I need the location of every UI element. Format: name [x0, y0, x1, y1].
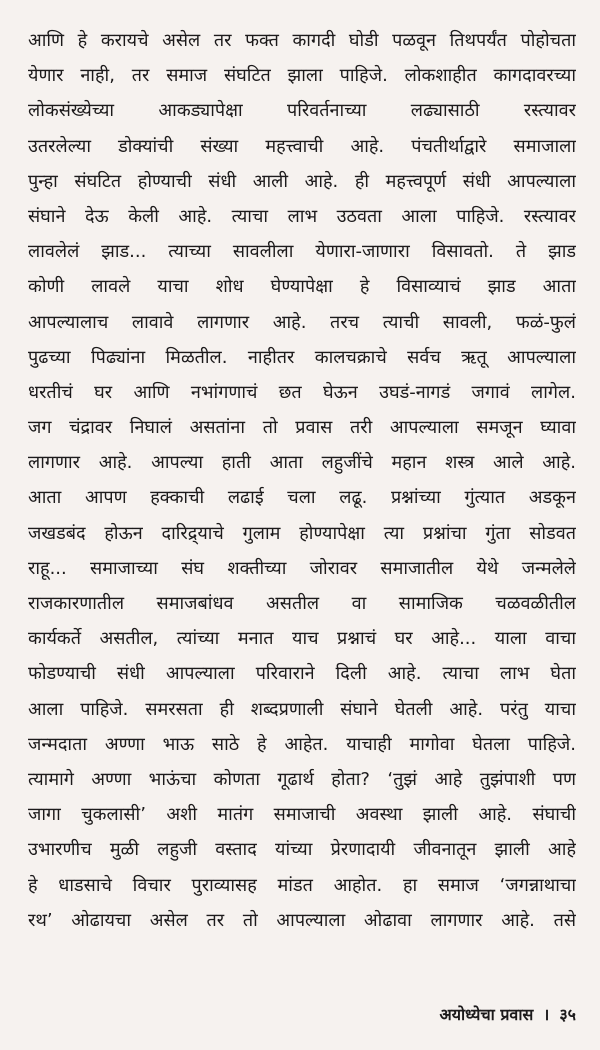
- text-line: धरतीचं घर आणि नभांगणाचं छत घेऊन उघडं-नागडं जगावं लागेल.: [28, 381, 576, 403]
- text-line: कार्यकर्ते असतील, त्यांच्या मनात याच प्रश्नाचं घर आहे... याला वाचा: [28, 628, 576, 650]
- text-line: जागा चुकलासी’ अशी मातंग समाजाची अवस्था झाली आहे. संघाची: [28, 804, 576, 826]
- running-title: अयोध्येचा प्रवास: [439, 1005, 534, 1024]
- text-line: उभारणीच मुळी लहुजी वस्ताद यांच्या प्रेरणादायी जीवनातून झाली आहे: [28, 839, 576, 861]
- text-line: लोकसंख्येच्या आकड्यापेक्षा परिवर्तनाच्या लढ्यासाठी रस्त्यावर: [28, 100, 576, 122]
- text-line: फोडण्याची संधी आपल्याला परिवाराने दिली आहे. त्याचा लाभ घेता: [28, 663, 576, 685]
- text-line: लागणार आहे. आपल्या हाती आता लहुजींचे महान शस्त्र आले आहे.: [28, 452, 576, 474]
- text-line: कोणी लावले याचा शोध घेण्यापेक्षा हे विसाव्याचं झाड आता: [28, 276, 576, 298]
- text-line: रथ’ ओढायचा असेल तर तो आपल्याला ओढावा लागणार आहे. तसे: [28, 909, 576, 931]
- text-line: आता आपण हक्काची लढाई चला लढू. प्रश्नांच्या गुंत्यात अडकून: [28, 487, 576, 509]
- text-line: आला पाहिजे. समरसता ही शब्दप्रणाली संघाने घेतली आहे. परंतु याचा: [28, 698, 576, 720]
- text-line: येणार नाही, तर समाज संघटित झाला पाहिजे. लोकशाहीत कागदावरच्या: [28, 65, 576, 87]
- text-line: संघाने देऊ केली आहे. त्याचा लाभ उठवता आला पाहिजे. रस्त्यावर: [28, 205, 576, 227]
- page-footer: [300, 1003, 576, 1025]
- text-line: जखडबंद होऊन दारिद्र्याचे गुलाम होण्यापेक्षा त्या प्रश्नांचा गुंता सोडवत: [28, 522, 576, 544]
- text-line: पुन्हा संघटित होण्याची संधी आली आहे. ही महत्त्वपूर्ण संधी आपल्याला: [28, 170, 576, 192]
- text-line: आपल्यालाच लावावे लागणार आहे. तरच त्याची सावली, फळं-फुलं: [28, 311, 576, 333]
- text-line: जन्मदाता अण्णा भाऊ साठे हे आहेत. याचाही मागोवा घेतला पाहिजे.: [28, 733, 576, 755]
- text-line: त्यामागे अण्णा भाऊंचा कोणता गूढार्थ होता? ‘तुझं आहे तुझंपाशी पण: [28, 768, 576, 790]
- text-line: लावलेलं झाड... त्याच्या सावलीला येणारा-जाणारा विसावतो. ते झाड: [28, 241, 576, 263]
- body-text: [28, 23, 576, 938]
- footer-separator: ।: [543, 1005, 550, 1024]
- text-line: जग चंद्रावर निघालं असतांना तो प्रवास तरी आपल्याला समजून घ्यावा: [28, 417, 576, 439]
- text-line: पुढच्या पिढ्यांना मिळतील. नाहीतर कालचक्राचे सर्वच ऋतू आपल्याला: [28, 346, 576, 368]
- text-line: हे धाडसाचे विचार पुराव्यासह मांडत आहोत. हा समाज ‘जगन्नाथाचा: [28, 874, 576, 896]
- text-line: उतरलेल्या डोक्यांची संख्या महत्त्वाची आहे. पंचतीर्थाद्वारे समाजाला: [28, 135, 576, 157]
- page-number: ३५: [559, 1005, 576, 1024]
- text-line: राजकारणातील समाजबांधव असतील वा सामाजिक चळवळीतील: [28, 593, 576, 614]
- text-line: राहू... समाजाच्या संघ शक्तीच्या जोरावर समाजातील येथे जन्मलेले: [28, 557, 576, 579]
- text-line: आणि हे करायचे असेल तर फक्त कागदी घोडी पळवून तिथपर्यंत पोहोचता: [28, 30, 576, 51]
